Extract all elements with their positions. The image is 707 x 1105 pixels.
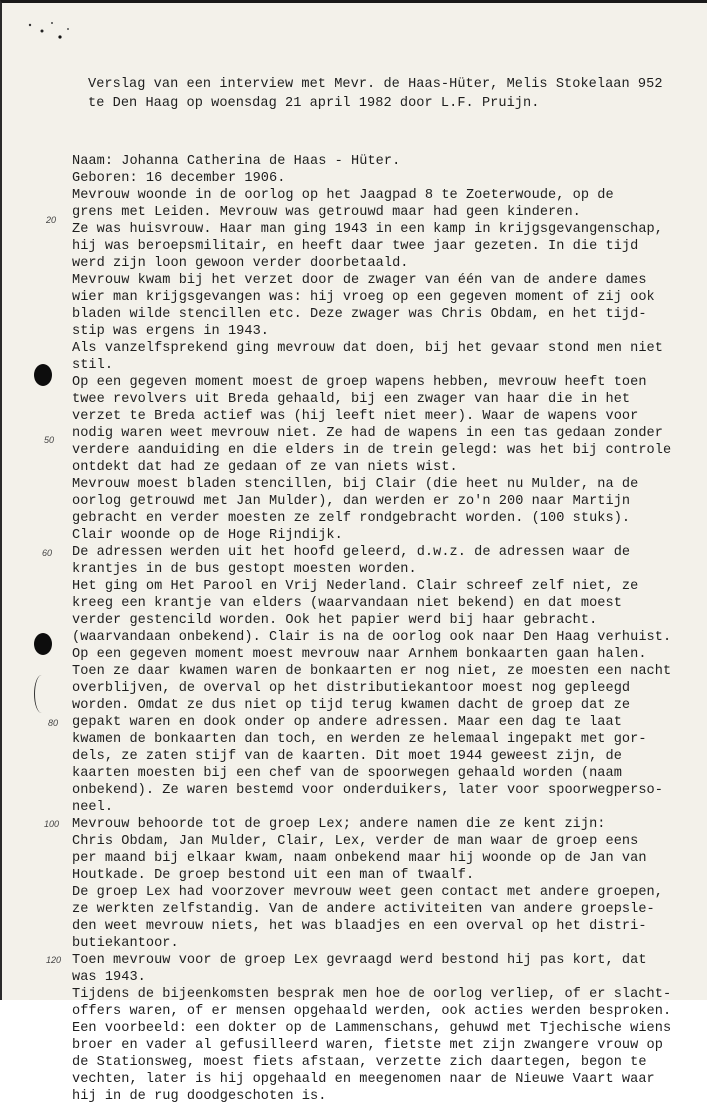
body-line: de Stationsweg, moest fiets afstaan, verzette zich daartegen, begon te: [72, 1055, 647, 1070]
report-header: [88, 75, 663, 113]
body-line: den weet mevrouw niets, het was blaadjes en een overval op het distri-: [72, 919, 647, 934]
body-line: (waarvandaan onbekend). Clair is na de oorlog ook naar Den Haag verhuist.: [72, 630, 672, 645]
body-line: De groep Lex had voorzover mevrouw weet geen contact met andere groepen,: [72, 885, 663, 900]
margin-line-number: 50: [44, 435, 55, 445]
body-line: Op een gegeven moment moest de groep wapens hebben, mevrouw heeft toen: [72, 375, 647, 390]
body-line: stip was ergens in 1943.: [72, 324, 269, 339]
body-line: vechten, later is hij opgehaald en meegenomen naar de Nieuwe Vaart waar: [72, 1072, 655, 1087]
body-line: Toen mevrouw voor de groep Lex gevraagd werd bestond hij pas kort, dat: [72, 953, 647, 968]
body-line: butiekantoor.: [72, 936, 179, 951]
body-line: Chris Obdam, Jan Mulder, Clair, Lex, verder de man waar de groep eens: [72, 834, 639, 849]
body-line: ontdekt dat had ze gedaan of ze van niets wist.: [72, 460, 458, 475]
body-line: Een voorbeeld: een dokter op de Lammenschans, gehuwd met Tjechische wiens: [72, 1021, 672, 1036]
body-line: Clair woonde op de Hoge Rijndijk.: [72, 528, 343, 543]
body-line: De adressen werden uit het hoofd geleerd, d.w.z. de adressen waar de: [72, 545, 631, 560]
body-line: worden. Omdat ze dus niet op tijd terug kwamen dacht de groep dat ze: [72, 698, 631, 713]
body-line: Mevrouw moest bladen stencillen, bij Clair (die heet nu Mulder, na de: [72, 477, 639, 492]
body-line: wier man krijgsgevangen was: hij vroeg op een gegeven moment of zij ook: [72, 290, 655, 305]
body-line: oorlog getrouwd met Jan Mulder), dan werden er zo'n 200 naar Martijn: [72, 494, 631, 509]
body-line: verder gestencild worden. Ook het papier werd bij haar gebracht.: [72, 613, 598, 628]
body-line: hij in de rug doodgeschoten is.: [72, 1089, 327, 1104]
body-line: krantjes in de bus gestopt moesten worden.: [72, 562, 417, 577]
body-line: gebracht en verder moesten ze zelf rondgebracht worden. (100 stuks).: [72, 511, 631, 526]
body-line: Op een gegeven moment moest mevrouw naar Arnhem bonkaarten gaan halen.: [72, 647, 647, 662]
body-line: Houtkade. De groep bestond uit een man of twaalf.: [72, 868, 475, 883]
body-line: verdere aanduiding en die elders in de trein gelegd: was het bij controle: [72, 443, 672, 458]
body-line: hij was beroepsmilitair, en heeft daar twee jaar gezeten. In die tijd: [72, 239, 639, 254]
body-line: Als vanzelfsprekend ging mevrouw dat doen, bij het gevaar stond men niet: [72, 341, 663, 356]
punch-hole: [34, 633, 52, 655]
body-line: Tijdens de bijeenkomsten besprak men hoe de oorlog verliep, of er slacht-: [72, 987, 672, 1002]
body-line: ze werkten zelfstandig. Van de andere activiteiten van andere groepsle-: [72, 902, 655, 917]
body-line: Toen ze daar kwamen waren de bonkaarten er nog niet, ze moesten een nacht: [72, 664, 672, 679]
body-line: werd zijn loon gewoon verder doorbetaald.: [72, 256, 409, 271]
margin-line-number: 60: [42, 548, 53, 558]
paper-speckles: [22, 17, 82, 52]
body-line: overblijven, de overval op het distributiekantoor moest nog gepleegd: [72, 681, 631, 696]
body-line: neel.: [72, 800, 114, 815]
header-line-1: Verslag van een interview met Mevr. de Haas-Hüter, Melis Stokelaan 952: [88, 77, 663, 92]
body-line: Het ging om Het Parool en Vrij Nederland. Clair schreef zelf niet, ze: [72, 579, 639, 594]
body-line: was 1943.: [72, 970, 146, 985]
body-line: Mevrouw behoorde tot de groep Lex; andere namen die ze kent zijn:: [72, 817, 606, 832]
body-line: gepakt waren en dook onder op andere adressen. Maar een dag te laat: [72, 715, 622, 730]
interview-body: [72, 153, 671, 1105]
body-line: Mevrouw kwam bij het verzet door de zwager van één van de andere dames: [72, 273, 647, 288]
body-line: kwamen de bonkaarten dan toch, en werden ze helemaal ingepakt met gor-: [72, 732, 647, 747]
header-line-2: te Den Haag op woensdag 21 april 1982 door L.F. Pruijn.: [88, 96, 540, 111]
body-line: bladen wilde stencillen etc. Deze zwager was Chris Obdam, en het tijd-: [72, 307, 647, 322]
body-line: stil.: [72, 358, 114, 373]
margin-line-number: 20: [46, 215, 57, 225]
body-line: dels, ze zaten stijf van de kaarten. Dit moet 1944 geweest zijn, de: [72, 749, 622, 764]
body-line: kaarten moesten bij een chef van de spoorwegen gehaald worden (naam: [72, 766, 622, 781]
body-line: verzet te Breda actief was (hij leeft niet meer). Waar de wapens voor: [72, 409, 639, 424]
body-line: Ze was huisvrouw. Haar man ging 1943 in een kamp in krijgsgevangenschap,: [72, 222, 663, 237]
body-line: nodig waren weet mevrouw niet. Ze had de wapens in een tas gedaan zonder: [72, 426, 663, 441]
body-line: kreeg een krantje van elders (waarvandaan niet bekend) en dat moest: [72, 596, 622, 611]
margin-line-number: 100: [44, 819, 60, 829]
body-line: twee revolvers uit Breda gehaald, bij een zwager van haar die in het: [72, 392, 631, 407]
body-line: per maand bij elkaar kwam, naam onbekend maar hij woonde op de Jan van: [72, 851, 647, 866]
body-line: Naam: Johanna Catherina de Haas - Hüter.: [72, 154, 401, 169]
body-line: onbekend). Ze waren bestemd voor onderduikers, later voor spoorwegperso-: [72, 783, 663, 798]
punch-hole: [34, 364, 52, 386]
body-line: grens met Leiden. Mevrouw was getrouwd maar had geen kinderen.: [72, 205, 581, 220]
body-line: Geboren: 16 december 1906.: [72, 171, 286, 186]
margin-line-number: 80: [48, 718, 59, 728]
margin-line-number: 120: [46, 955, 62, 965]
margin-bracket-mark: [34, 675, 49, 713]
body-line: broer en vader al gefusilleerd waren, fietste met zijn zwangere vrouw op: [72, 1038, 663, 1053]
body-line: Mevrouw woonde in de oorlog op het Jaagpad 8 te Zoeterwoude, op de: [72, 188, 614, 203]
body-line: offers waren, of er mensen opgehaald werden, ook acties werden besproken.: [72, 1004, 672, 1019]
